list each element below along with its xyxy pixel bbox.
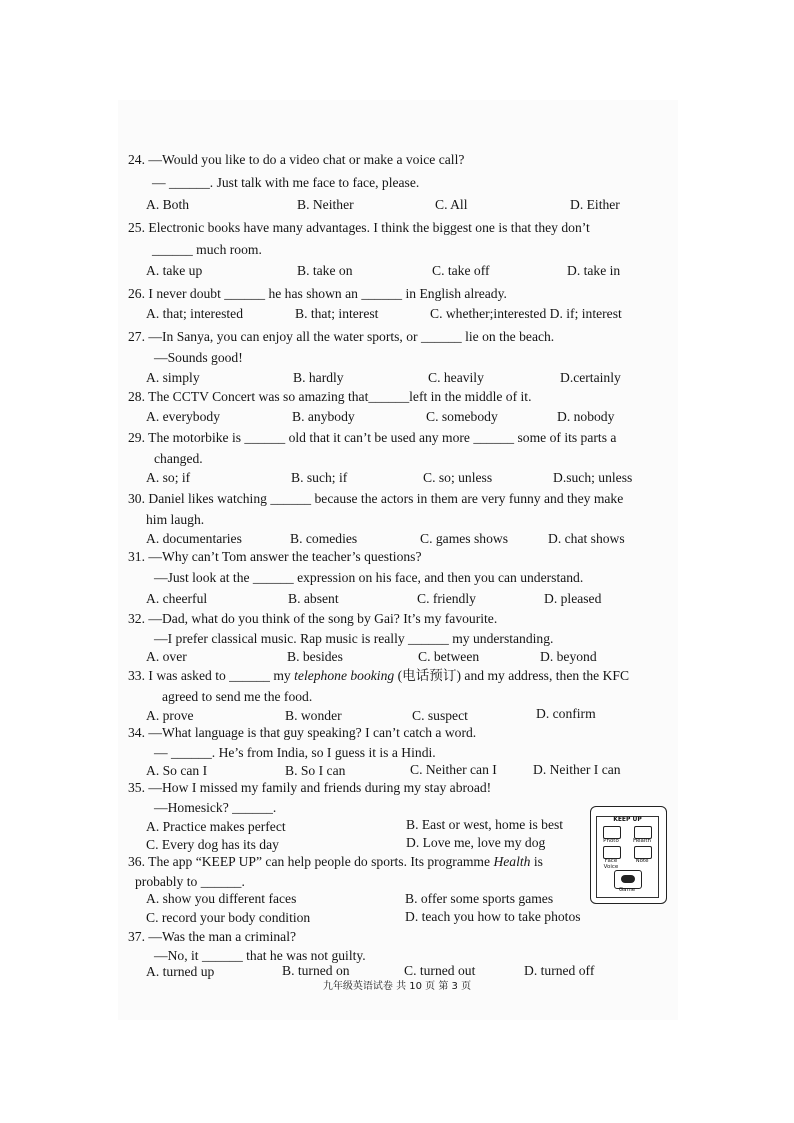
question-33	[128, 665, 688, 686]
tile-label: Note	[635, 858, 649, 864]
option: B. offer some sports games	[405, 891, 554, 906]
option: D.such; unless	[553, 470, 633, 485]
option: D. Either	[570, 197, 620, 212]
option: D. pleased	[544, 591, 602, 606]
option: B. absent	[288, 591, 339, 606]
option: C. between	[418, 649, 480, 664]
question-28: 28. The CCTV Concert was so amazing that______left in the middle of it.	[128, 389, 532, 404]
option: A. simply	[146, 370, 200, 385]
option: B. comedies	[290, 531, 358, 546]
question-27: 27. —In Sanya, you can enjoy all the water sports, or ______ lie on the beach.	[128, 329, 555, 344]
option: B. anybody	[292, 409, 355, 424]
option: C. Every dog has its day	[146, 837, 279, 852]
option: C. turned out	[404, 963, 476, 978]
question-35: 35. —How I missed my family and friends during my stay abroad!	[128, 780, 492, 795]
tile-label: Photo	[603, 838, 619, 844]
question-29-cont: changed.	[154, 451, 203, 466]
question-33-emphasis: telephone booking	[294, 668, 395, 683]
option: A. that; interested	[146, 306, 244, 321]
tile-label: Game	[618, 887, 636, 893]
option: A. So can I	[146, 763, 208, 778]
option: A. prove	[146, 708, 194, 723]
question-29: 29. The motorbike is ______ old that it can’t be used any more ______ some of its parts a	[128, 430, 617, 445]
question-36-emphasis: Health	[493, 854, 531, 869]
question-32: 32. —Dad, what do you think of the song by Gai? It’s my favourite.	[128, 611, 498, 626]
option: C. take off	[432, 263, 490, 278]
option: D. nobody	[557, 409, 615, 424]
question-24: 24. —Would you like to do a video chat or make a voice call?	[128, 152, 465, 167]
question-25-cont: ______ much room.	[152, 242, 262, 257]
option: B. besides	[287, 649, 343, 664]
keep-up-app-illustration	[590, 806, 667, 904]
option: C. Neither can I	[410, 762, 497, 777]
option: D. Love me, love my dog	[406, 835, 546, 850]
option: B. wonder	[285, 708, 342, 723]
option: B. take on	[297, 263, 353, 278]
option: C. suspect	[412, 708, 468, 723]
question-33-cont: agreed to send me the food.	[162, 689, 313, 704]
tile-label: Face Voice	[603, 858, 619, 870]
tile-label: Health	[632, 838, 652, 844]
option: C. whether;interested D. if; interest	[430, 306, 622, 321]
option: C. All	[435, 197, 468, 212]
option: A. take up	[146, 263, 203, 278]
question-30-cont: him laugh.	[146, 512, 205, 527]
page-footer: 九年级英语试卷 共 10 页 第 3 页	[322, 981, 472, 992]
option: A. Practice makes perfect	[146, 819, 286, 834]
option: D. Neither I can	[533, 762, 621, 777]
option: B. Neither	[297, 197, 354, 212]
option: B. hardly	[293, 370, 344, 385]
question-36-text-a: 36. The app “KEEP UP” can help people do sports. Its programme	[128, 854, 494, 869]
question-34-reply: — ______. He’s from India, so I guess it is a Hindi.	[154, 745, 436, 760]
question-33-text-b: (电话预订) and my address, then the KFC	[394, 668, 630, 683]
option: C. friendly	[417, 591, 476, 606]
question-27-reply: —Sounds good!	[154, 350, 243, 365]
option: B. East or west, home is best	[406, 817, 564, 832]
option: A. documentaries	[146, 531, 242, 546]
option: C. record your body condition	[146, 910, 311, 925]
question-26: 26. I never doubt ______ he has shown an ______ in English already.	[128, 286, 507, 301]
question-25: 25. Electronic books have many advantages. I think the biggest one is that they don’t	[128, 220, 590, 235]
app-screen	[596, 816, 659, 898]
option: A. show you different faces	[146, 891, 297, 906]
option: C. heavily	[428, 370, 484, 385]
option: C. so; unless	[423, 470, 493, 485]
option: D.certainly	[560, 370, 621, 385]
option: A. over	[146, 649, 187, 664]
option: C. somebody	[426, 409, 498, 424]
question-32-reply: —I prefer classical music. Rap music is really ______ my understanding.	[154, 631, 554, 646]
option: A. Both	[146, 197, 190, 212]
question-31-reply: —Just look at the ______ expression on his face, and then you can understand.	[154, 570, 584, 585]
option: D. take in	[567, 263, 621, 278]
question-31: 31. —Why can’t Tom answer the teacher’s questions?	[128, 549, 422, 564]
question-35-reply: —Homesick? ______.	[154, 800, 277, 815]
question-33-text-a: 33. I was asked to ______ my	[128, 668, 295, 683]
option: A. everybody	[146, 409, 220, 424]
question-36-cont: probably to ______.	[135, 874, 245, 889]
option: D. confirm	[536, 706, 596, 721]
gamepad-icon	[621, 875, 635, 883]
question-24-answer-line: — ______. Just talk with me face to face, please.	[152, 175, 420, 190]
question-37: 37. —Was the man a criminal?	[128, 929, 297, 944]
question-36-text-b: is	[530, 854, 543, 869]
option: C. games shows	[420, 531, 508, 546]
option: B. So I can	[285, 763, 346, 778]
option: A. turned up	[146, 964, 215, 979]
option: B. turned on	[282, 963, 350, 978]
option: A. so; if	[146, 470, 191, 485]
question-34: 34. —What language is that guy speaking? I can’t catch a word.	[128, 725, 477, 740]
option: D. teach you how to take photos	[405, 909, 581, 924]
app-title: KEEP UP	[613, 816, 642, 823]
option: B. that; interest	[295, 306, 379, 321]
option: B. such; if	[291, 470, 348, 485]
question-30: 30. Daniel likes watching ______ because the actors in them are very funny and they make	[128, 491, 624, 506]
option: D. turned off	[524, 963, 595, 978]
option: A. cheerful	[146, 591, 208, 606]
question-37-reply: —No, it ______ that he was not guilty.	[154, 948, 366, 963]
option: D. beyond	[540, 649, 597, 664]
option: D. chat shows	[548, 531, 625, 546]
